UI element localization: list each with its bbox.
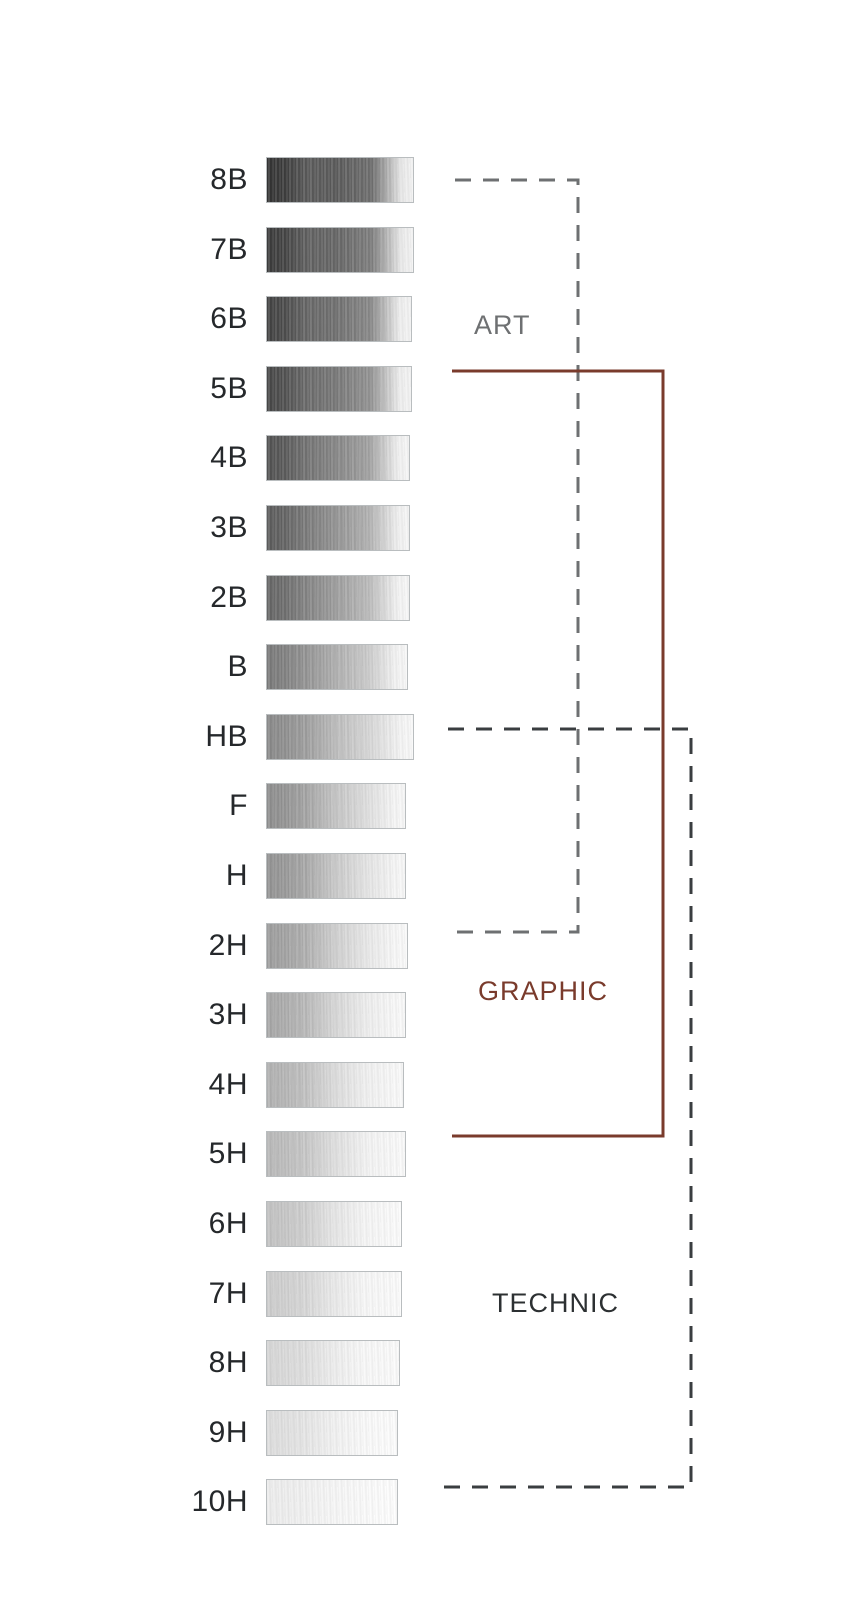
- grade-swatch: [266, 644, 408, 690]
- grade-swatch: [266, 296, 412, 342]
- grade-row: [150, 639, 750, 695]
- grade-label: 7H: [208, 1276, 248, 1310]
- grade-row: [150, 361, 750, 417]
- swatch-grain: [267, 228, 413, 272]
- grade-label: 3H: [208, 998, 248, 1032]
- swatch-grain: [267, 436, 409, 480]
- grade-swatch: [266, 157, 414, 203]
- grade-label: B: [227, 650, 248, 684]
- group-label-art: ART: [474, 310, 531, 340]
- swatch-grain: [267, 784, 405, 828]
- grade-row: [150, 1405, 750, 1461]
- grade-row: [150, 500, 750, 556]
- swatch-grain: [267, 1063, 403, 1107]
- grade-swatch-wrap: [266, 780, 406, 832]
- swatch-grain: [267, 367, 411, 411]
- swatch-grain: [267, 1341, 399, 1385]
- grade-row: [150, 778, 750, 834]
- grade-row: [150, 430, 750, 486]
- grade-row: [150, 918, 750, 974]
- grade-label: F: [229, 789, 248, 823]
- grade-swatch: [266, 366, 412, 412]
- grade-row: [150, 291, 750, 347]
- grade-swatch-wrap: [266, 1128, 406, 1180]
- swatch-grain: [267, 715, 413, 759]
- grade-row: [150, 1266, 750, 1322]
- grade-swatch-wrap: [266, 1407, 398, 1459]
- swatch-grain: [267, 158, 413, 202]
- grade-swatch: [266, 1410, 398, 1456]
- grade-row: [150, 1126, 750, 1182]
- grade-row: [150, 152, 750, 208]
- grade-swatch: [266, 1201, 402, 1247]
- grade-label: 9H: [208, 1415, 248, 1449]
- swatch-grain: [267, 1411, 397, 1455]
- grade-label: 5H: [208, 1137, 248, 1171]
- grade-row: [150, 222, 750, 278]
- group-label-technic: TECHNIC: [492, 1288, 619, 1318]
- grade-swatch-wrap: [266, 502, 410, 554]
- grade-row: [150, 1335, 750, 1391]
- grade-label: 4B: [210, 441, 248, 475]
- grade-swatch: [266, 435, 410, 481]
- grade-swatch-wrap: [266, 1198, 402, 1250]
- swatch-grain: [267, 1272, 401, 1316]
- grade-row: [150, 1474, 750, 1530]
- swatch-grain: [267, 576, 409, 620]
- grade-swatch: [266, 992, 406, 1038]
- swatch-grain: [267, 1202, 401, 1246]
- group-label-graphic: GRAPHIC: [478, 976, 609, 1006]
- grade-swatch-wrap: [266, 224, 414, 276]
- swatch-grain: [267, 924, 407, 968]
- grade-swatch-wrap: [266, 1059, 404, 1111]
- grade-label: 8B: [210, 163, 248, 196]
- swatch-grain: [267, 854, 405, 898]
- grade-label: HB: [205, 719, 248, 753]
- grade-label: 4H: [208, 1067, 248, 1101]
- grade-label: 2B: [210, 580, 248, 614]
- grade-swatch-wrap: [266, 641, 408, 693]
- grade-label: 10H: [191, 1485, 248, 1519]
- grade-swatch: [266, 923, 408, 969]
- grade-label: H: [225, 859, 248, 892]
- grade-label: 6B: [210, 302, 248, 336]
- grade-swatch-wrap: [266, 1337, 400, 1389]
- grade-swatch: [266, 505, 410, 551]
- grade-swatch: [266, 575, 410, 621]
- grade-label: 7B: [210, 232, 248, 266]
- grade-label: 8H: [208, 1346, 248, 1380]
- grade-swatch-wrap: [266, 572, 410, 624]
- grade-swatch: [266, 1340, 400, 1386]
- swatch-grain: [267, 1132, 405, 1176]
- grade-swatch-wrap: [266, 432, 410, 484]
- grade-label: 2H: [208, 928, 248, 962]
- grade-row: [150, 1057, 750, 1113]
- grade-row: [150, 1196, 750, 1252]
- grade-swatch: [266, 714, 414, 760]
- grade-row: [150, 848, 750, 904]
- grade-swatch-wrap: [266, 293, 412, 345]
- grade-swatch-wrap: [266, 154, 414, 206]
- grade-swatch: [266, 1131, 406, 1177]
- grade-row: [150, 987, 750, 1043]
- grade-swatch-wrap: [266, 920, 408, 972]
- grade-swatch-wrap: [266, 711, 414, 763]
- grade-row: [150, 570, 750, 626]
- grade-swatch: [266, 1479, 398, 1525]
- swatch-grain: [267, 297, 411, 341]
- grade-swatch: [266, 783, 406, 829]
- grade-label: 3B: [210, 511, 248, 544]
- grade-swatch-wrap: [266, 989, 406, 1041]
- swatch-grain: [267, 993, 405, 1037]
- grade-swatch-wrap: [266, 363, 412, 415]
- grade-label: 5B: [210, 371, 248, 405]
- swatch-grain: [267, 645, 407, 689]
- grade-swatch: [266, 227, 414, 273]
- grade-swatch-wrap: [266, 1268, 402, 1320]
- swatch-grain: [267, 506, 409, 550]
- grade-row: [150, 709, 750, 765]
- grade-label: 6H: [208, 1207, 248, 1240]
- grade-swatch: [266, 1271, 402, 1317]
- grade-swatch: [266, 853, 406, 899]
- grade-swatch-wrap: [266, 1476, 398, 1528]
- grade-swatch-wrap: [266, 850, 406, 902]
- grade-swatch: [266, 1062, 404, 1108]
- swatch-grain: [267, 1480, 397, 1524]
